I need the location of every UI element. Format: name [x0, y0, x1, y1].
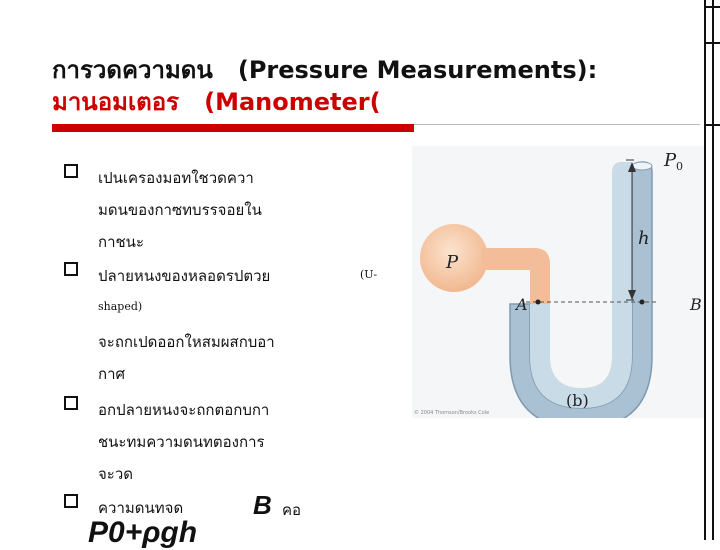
bullet-checkbox-icon: [64, 396, 78, 410]
label-p0-subscript: 0: [676, 160, 683, 173]
title-accent-bar: [52, 124, 414, 132]
bullet-checkbox-icon: [64, 164, 78, 178]
bullet-checkbox-icon: [64, 494, 78, 508]
bullet-2-line-4: กาศ: [98, 365, 126, 383]
title-line-1: การวดความดน (Pressure Measurements):: [52, 56, 598, 84]
right-edge-decoration: [704, 0, 714, 540]
bullet-2-line-2: shaped): [98, 300, 143, 313]
label-p: P: [446, 252, 459, 273]
decoration-tick: [704, 124, 720, 126]
label-p0: P: [664, 150, 677, 171]
manometer-diagram: [412, 146, 704, 418]
label-b: B: [690, 295, 702, 314]
bullet-1-line-3: กาชนะ: [98, 233, 144, 251]
point-a-dot: [536, 300, 541, 305]
bullet-4-after: คอ: [282, 501, 302, 519]
label-a: A: [516, 295, 528, 314]
bullet-3-line-1: อกปลายหนงจะถกตอกบกา: [98, 401, 270, 419]
bullet-2-line-1: ปลายหนงของหลอดรปตวย: [98, 267, 271, 285]
title-line-2: มานอมเตอร (Manometer(: [52, 88, 381, 116]
figure-caption: (b): [566, 391, 589, 410]
figure-credit: © 2004 Thomson/Brooks Cole: [414, 410, 490, 416]
pressure-formula: P0+ρgh: [88, 516, 198, 549]
decoration-tick: [704, 6, 720, 8]
label-h: h: [638, 228, 650, 249]
decoration-tick: [704, 42, 720, 44]
slide-title: [52, 54, 597, 118]
bullet-3-line-3: จะวด: [98, 465, 134, 483]
manometer-figure: [412, 146, 704, 418]
bullet-1-line-1: เปนเครองมอทใชวดควา: [98, 169, 254, 187]
bullet-1-line-2: มดนของกาซทบรรจอยใน: [98, 201, 262, 219]
point-b-dot: [640, 300, 645, 305]
bullet-4-text: ความดนทจด: [98, 499, 184, 517]
bullet-3-line-2: ชนะทมความดนทตองการ: [98, 433, 265, 451]
bullet-checkbox-icon: [64, 262, 78, 276]
open-end: [632, 162, 652, 170]
bullet-4-point-b: B: [253, 490, 272, 520]
bullet-2-line-3: จะถกเปดออกใหสมผสกบอา: [98, 333, 275, 351]
bullet-2-aside: (U-: [360, 268, 378, 281]
